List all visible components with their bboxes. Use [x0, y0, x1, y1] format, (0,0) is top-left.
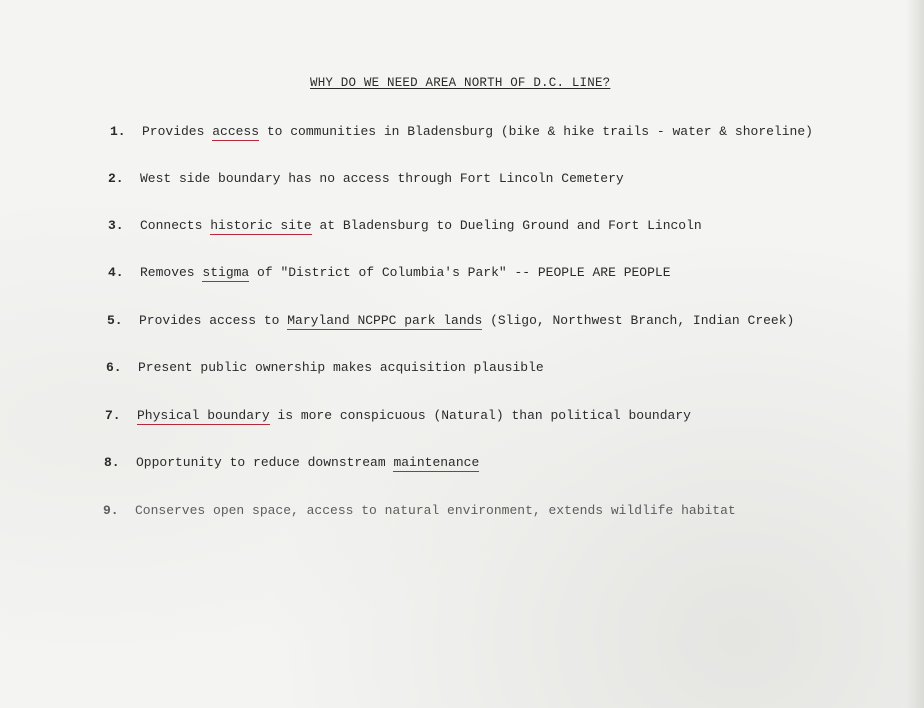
item-text: Opportunity to reduce downstream maintenance	[136, 455, 480, 470]
item-number: 1.	[110, 124, 126, 139]
item-text: Physical boundary is more conspicuous (Natural) than political boundary	[137, 408, 691, 423]
document-title: WHY DO WE NEED AREA NORTH OF D.C. LINE?	[310, 76, 611, 90]
underlined-phrase: maintenance	[393, 455, 480, 470]
item-text: Present public ownership makes acquisition plausible	[138, 360, 544, 375]
underlined-phrase: Maryland NCPPC park lands	[287, 313, 483, 328]
item-number: 3.	[108, 218, 124, 233]
underlined-phrase: access	[212, 124, 260, 139]
item-text: Provides access to Maryland NCPPC park lands (Sligo, Northwest Branch, Indian Creek)	[139, 313, 795, 328]
item-number: 5.	[107, 313, 123, 328]
item-number: 9.	[103, 503, 119, 518]
item-number: 7.	[105, 408, 121, 423]
item-number: 6.	[106, 360, 122, 375]
underlined-phrase: stigma	[202, 265, 250, 280]
item-text: Removes stigma of "District of Columbia's Park" -- PEOPLE ARE PEOPLE	[140, 265, 671, 280]
item-number: 8.	[104, 455, 120, 470]
item-text: Connects historic site at Bladensburg to Dueling Ground and Fort Lincoln	[140, 218, 702, 233]
underlined-phrase: historic site	[210, 218, 312, 233]
item-text: Provides access to communities in Bladensburg (bike & hike trails - water & shoreline)	[142, 124, 813, 139]
item-text: Conserves open space, access to natural environment, extends wildlife habitat	[135, 503, 736, 518]
item-number: 4.	[108, 265, 124, 280]
underlined-phrase: Physical boundary	[137, 408, 270, 423]
item-text: West side boundary has no access through Fort Lincoln Cemetery	[140, 171, 624, 186]
item-number: 2.	[108, 171, 124, 186]
page-edge-shadow	[906, 0, 924, 708]
